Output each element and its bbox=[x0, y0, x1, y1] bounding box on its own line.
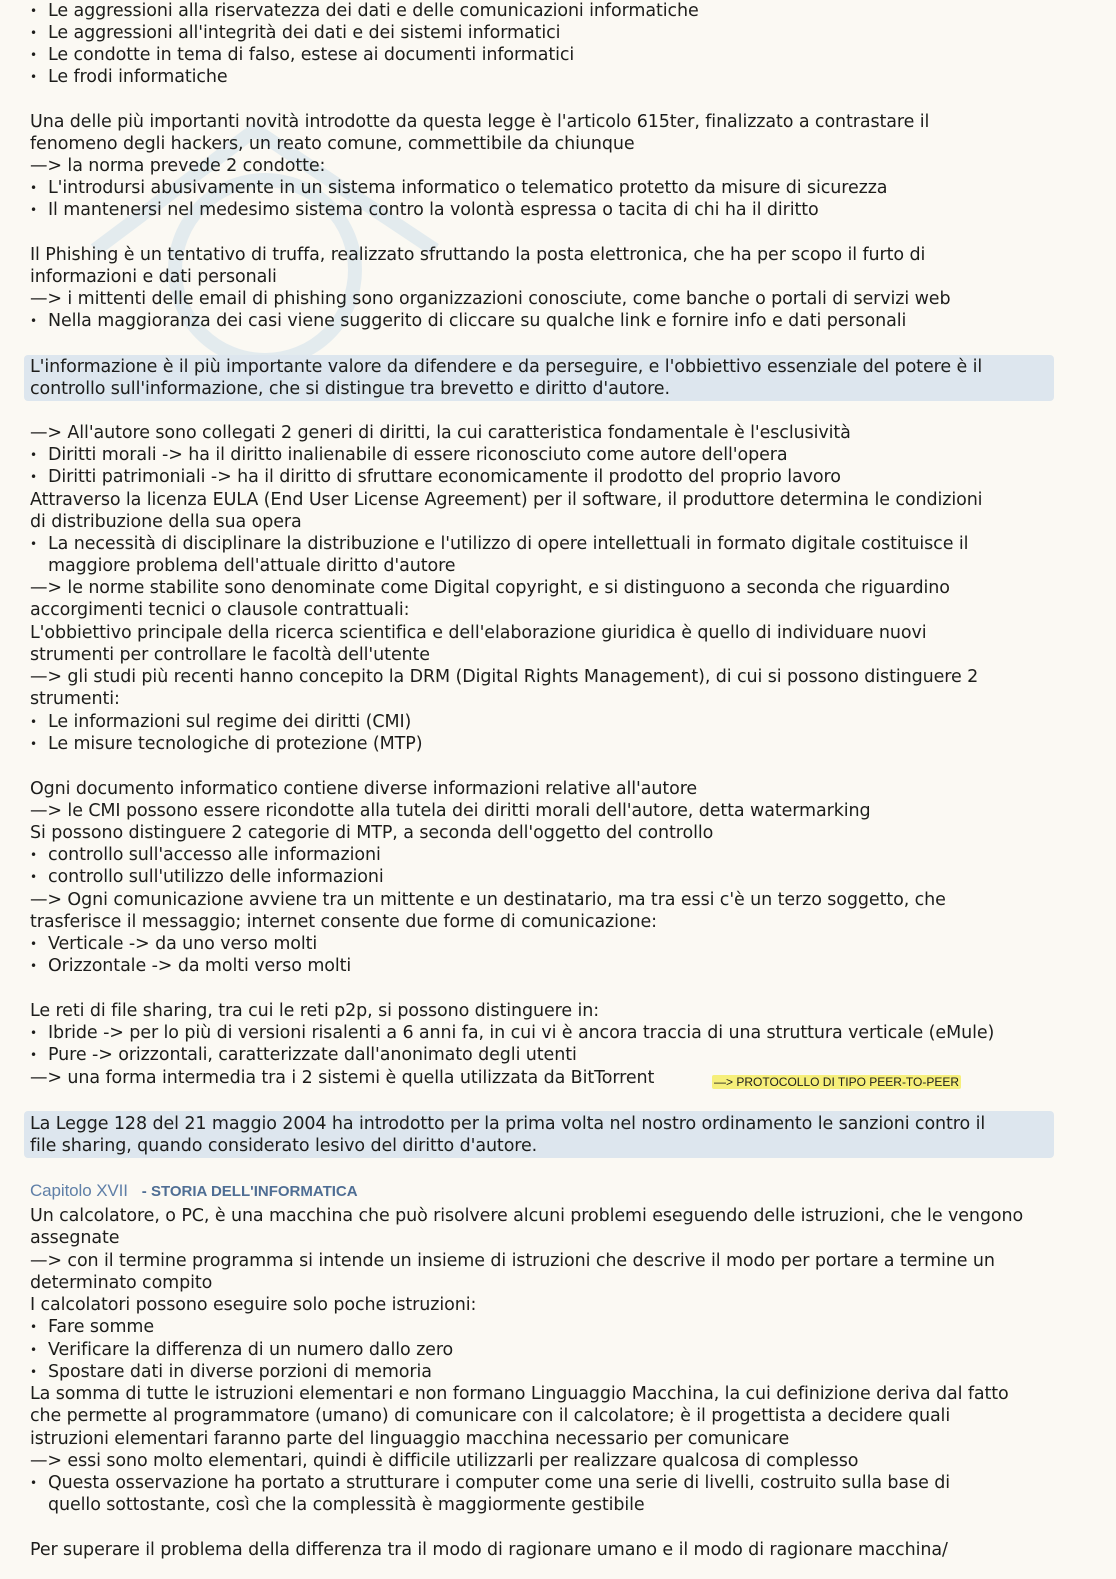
bullet-line: • Le misure tecnologiche di protezione (MTP) bbox=[30, 733, 1086, 755]
text-line: —> una forma intermedia tra i 2 sistemi è quella utilizzata da BitTorrent bbox=[30, 1068, 655, 1088]
bullet-line: • Ibride -> per lo più di versioni risalenti a 6 anni fa, in cui vi è ancora traccia di una struttura verticale (eMule) bbox=[30, 1022, 1086, 1044]
text-line: Ogni documento informatico contiene diverse informazioni relative all'autore bbox=[30, 779, 698, 799]
text-line: trasferisce il messaggio; internet consente due forme di comunicazione: bbox=[30, 912, 657, 932]
text-line: —> All'autore sono collegati 2 generi di diritti, la cui caratteristica fondamentale è l'esclusività bbox=[30, 423, 851, 443]
text-line: Per superare il problema della differenza tra il modo di ragionare umano e il modo di ragionare macchina/ bbox=[30, 1540, 948, 1560]
text-line: —> con il termine programma si intende un insieme di istruzioni che descrive il modo per portare a termine un bbox=[30, 1251, 995, 1271]
text-line: assegnate bbox=[30, 1228, 120, 1248]
bullet-line: • Le aggressioni all'integrità dei dati e dei sistemi informatici bbox=[30, 22, 1086, 44]
text-line: Attraverso la licenza EULA (End User License Agreement) per il software, il produttore determina le condizioni bbox=[30, 490, 983, 510]
protocol-note-text: —> PROTOCOLLO DI TIPO PEER-TO-PEER bbox=[714, 1075, 960, 1089]
text-line: —> Ogni comunicazione avviene tra un mittente e un destinatario, ma tra essi c'è un terzo soggetto, che bbox=[30, 890, 946, 910]
bullet-line: • Diritti morali -> ha il diritto inalienabile di essere riconosciuto come autore dell'opera bbox=[30, 444, 1086, 466]
text-line: determinato compito bbox=[30, 1273, 213, 1293]
bullet-line: • Le frodi informatiche bbox=[30, 66, 1086, 88]
text-line: —> essi sono molto elementari, quindi è difficile utilizzarli per realizzare qualcosa di complesso bbox=[30, 1451, 859, 1471]
bullet-line: • controllo sull'accesso alle informazioni bbox=[30, 844, 1086, 866]
bullet-line: • Orizzontale -> da molti verso molti bbox=[30, 955, 1086, 977]
bullet-line: • Fare somme bbox=[30, 1316, 1086, 1338]
text-line: Le reti di file sharing, tra cui le reti p2p, si possono distinguere in: bbox=[30, 1001, 600, 1021]
chapter-title: - STORIA DELL'INFORMATICA bbox=[141, 1183, 358, 1200]
text-line: —> i mittenti delle email di phishing sono organizzazioni conosciute, come banche o portali di servizi web bbox=[30, 289, 951, 309]
text-line: istruzioni elementari faranno parte del linguaggio macchina necessario per comunicare bbox=[30, 1429, 790, 1449]
text-line: accorgimenti tecnici o clausole contrattuali: bbox=[30, 600, 410, 620]
text-line: controllo sull'informazione, che si distingue tra brevetto e diritto d'autore. bbox=[30, 379, 670, 399]
text-line: La somma di tutte le istruzioni elementari e non formano Linguaggio Macchina, la cui definizione deriva dal fatto bbox=[30, 1384, 1009, 1404]
text-line: file sharing, quando considerato lesivo del diritto d'autore. bbox=[30, 1136, 538, 1156]
text-line: fenomeno degli hackers, un reato comune, commettibile da chiunque bbox=[30, 134, 635, 154]
bullet-line: • Diritti patrimoniali -> ha il diritto di sfruttare economicamente il prodotto del proprio lavoro bbox=[30, 466, 1086, 488]
text-line: —> la norma prevede 2 condotte: bbox=[30, 156, 326, 176]
text-line: informazioni e dati personali bbox=[30, 267, 277, 287]
chapter-heading bbox=[30, 1180, 1086, 1203]
text-line: Un calcolatore, o PC, è una macchina che può risolvere alcuni problemi eseguendo delle istruzioni, che le vengono bbox=[30, 1206, 1024, 1226]
text-line: strumenti: bbox=[30, 689, 120, 709]
text-line: di distribuzione della sua opera bbox=[30, 512, 302, 532]
text-line: Una delle più importanti novità introdotte da questa legge è l'articolo 615ter, finalizzato a contrastare il bbox=[30, 112, 930, 132]
bullet-line: • controllo sull'utilizzo delle informazioni bbox=[30, 866, 1086, 888]
bullet-line: • Questa osservazione ha portato a strutturare i computer come una serie di livelli, costruito sulla base di bbox=[30, 1472, 1086, 1494]
protocol-note bbox=[712, 1071, 961, 1093]
bullet-line: • L'introdursi abusivamente in un sistema informatico o telematico protetto da misure di sicurezza bbox=[30, 177, 1086, 199]
text-line: —> le CMI possono essere ricondotte alla tutela dei diritti morali dell'autore, detta watermarking bbox=[30, 801, 871, 821]
text-line: quello sottostante, così che la complessità è maggiormente gestibile bbox=[48, 1495, 645, 1515]
text-line: L'informazione è il più importante valore da difendere e da perseguire, e l'obbiettivo essenziale del potere è il bbox=[30, 357, 983, 377]
text-line: L'obbiettivo principale della ricerca scientifica e dell'elaborazione giuridica è quello di individuare nuovi bbox=[30, 623, 927, 643]
text-line: strumenti per controllare le facoltà dell'utente bbox=[30, 645, 430, 665]
bullet-line: • Il mantenersi nel medesimo sistema contro la volontà espressa o tacita di chi ha il diritto bbox=[30, 199, 1086, 221]
text-line: —> gli studi più recenti hanno concepito la DRM (Digital Rights Management), di cui si possono distinguere 2 bbox=[30, 667, 979, 687]
text-line: I calcolatori possono eseguire solo poche istruzioni: bbox=[30, 1295, 477, 1315]
bullet-line: • Le aggressioni alla riservatezza dei dati e delle comunicazioni informatiche bbox=[30, 0, 1086, 22]
text-line: La Legge 128 del 21 maggio 2004 ha introdotto per la prima volta nel nostro ordinamento le sanzioni contro il bbox=[30, 1114, 986, 1134]
text-line: Il Phishing è un tentativo di truffa, realizzato sfruttando la posta elettronica, che ha per scopo il furto di bbox=[30, 245, 926, 265]
text-line: maggiore problema dell'attuale diritto d'autore bbox=[48, 556, 456, 576]
bullet-line: • Verificare la differenza di un numero dallo zero bbox=[30, 1339, 1086, 1361]
bullet-line: • Nella maggioranza dei casi viene suggerito di cliccare su qualche link e fornire info e dati personali bbox=[30, 310, 1086, 332]
text-line: che permette al programmatore (umano) di comunicare con il calcolatore; è il progettista a decidere quali bbox=[30, 1406, 951, 1426]
text-line: —> le norme stabilite sono denominate come Digital copyright, e si distinguono a seconda che riguardino bbox=[30, 578, 950, 598]
bullet-line: • Verticale -> da uno verso molti bbox=[30, 933, 1086, 955]
bullet-line: • Le informazioni sul regime dei diritti (CMI) bbox=[30, 711, 1086, 733]
bullet-line: • Pure -> orizzontali, caratterizzate dall'anonimato degli utenti bbox=[30, 1044, 1086, 1066]
bullet-line: • Spostare dati in diverse porzioni di memoria bbox=[30, 1361, 1086, 1383]
bullet-line: • La necessità di disciplinare la distribuzione e l'utilizzo di opere intellettuali in formato digitale costituisce il bbox=[30, 533, 1086, 555]
bullet-line: • Le condotte in tema di falso, estese ai documenti informatici bbox=[30, 44, 1086, 66]
text-line: Si possono distinguere 2 categorie di MTP, a seconda dell'oggetto del controllo bbox=[30, 823, 714, 843]
chapter-number: Capitolo XVII bbox=[30, 1181, 128, 1200]
